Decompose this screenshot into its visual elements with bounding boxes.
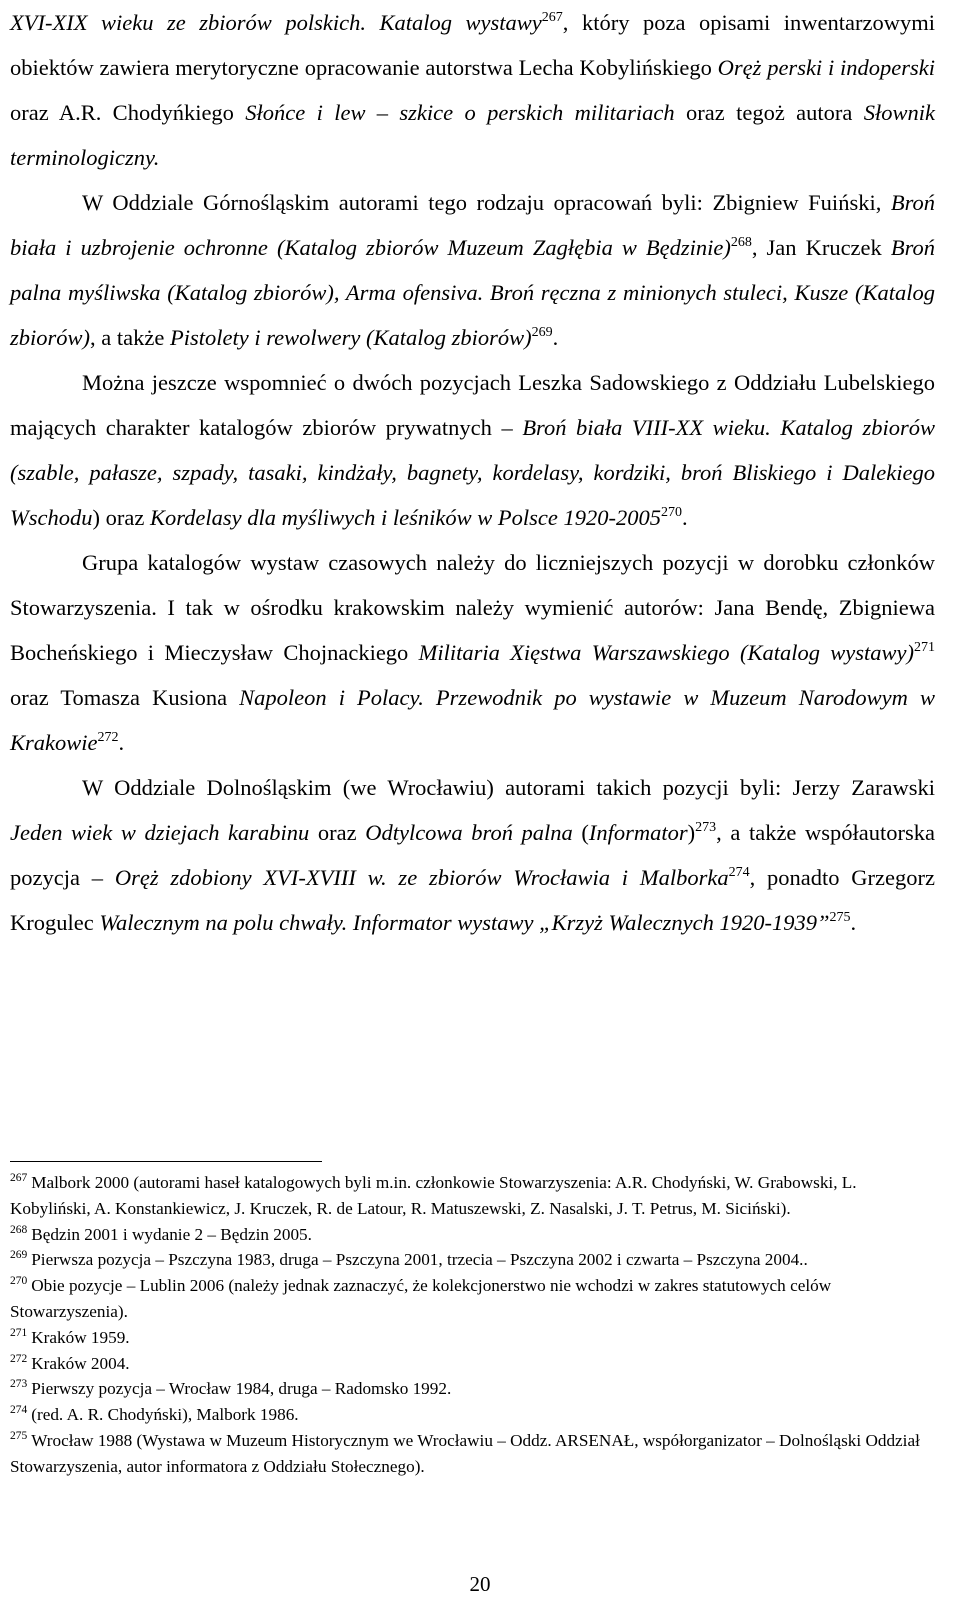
footnote-ref-269[interactable]: 269	[531, 325, 553, 340]
paragraph-2	[10, 180, 935, 360]
text-italic: Napoleon i Polacy. Przewodnik po wystawie w Muzeum Narodowym w Krakowie	[10, 685, 935, 755]
text: oraz tegoż autora	[674, 100, 864, 125]
footnote-ref-273[interactable]: 273	[695, 820, 717, 835]
text-italic: Informator	[588, 820, 688, 845]
main-text	[10, 0, 935, 945]
footnote-number: 274	[10, 1404, 28, 1417]
text: , a także	[90, 325, 170, 350]
text-italic: Broń biała VIII-XX wieku. Katalog zbiorów (szable, pałasze, szpady, tasaki, kindżały, bagnety, kordelasy, kordziki, broń Bliskiego i Dalekiego Wschodu	[10, 415, 935, 530]
footnote-270	[10, 1273, 935, 1325]
footnote-ref-271[interactable]: 271	[914, 640, 935, 655]
footnote-271	[10, 1325, 935, 1351]
footnote-273	[10, 1376, 935, 1402]
text: oraz A.R. Chodyńkiego	[10, 100, 246, 125]
text: , a także współautorska pozycja –	[10, 820, 935, 890]
footnote-ref-272[interactable]: 272	[97, 730, 119, 745]
text: )	[687, 820, 696, 845]
text: , Jan Kruczek	[751, 235, 891, 260]
text-italic: Oręż perski i indoperski	[717, 55, 935, 80]
footnote-text: Będzin 2001 i wydanie 2 – Będzin 2005.	[31, 1224, 312, 1244]
text: , ponadto Grzegorz Krogulec	[10, 865, 935, 935]
footnote-ref-267[interactable]: 267	[541, 10, 563, 25]
text: Grupa katalogów wystaw czasowych należy do liczniejszych pozycji w dorobku członków Stowarzyszenia. I tak w ośrodku krakowskim należy wymienić autorów: Jana Bendę, Zbigniewa Bocheńskiego i Mieczysław Chojnackiego	[10, 550, 935, 665]
footnote-274	[10, 1402, 935, 1428]
footnote-text: Pierwsza pozycja – Pszczyna 1983, druga – Pszczyna 2001, trzecia – Pszczyna 2002 i czwarta – Pszczyna 2004..	[31, 1250, 808, 1270]
text: W Oddziale Dolnośląskim (we Wrocławiu) autorami takich pozycji byli: Jerzy Zarawski	[82, 775, 935, 800]
page-number: 20	[469, 1572, 491, 1596]
text: (	[572, 820, 589, 845]
text-italic: Broń biała i uzbrojenie ochronne (Katalog zbiorów Muzeum Zagłębia w Będzinie)	[10, 190, 935, 260]
text-italic: Militaria Xięstwa Warszawskiego (Katalog wystawy)	[418, 640, 914, 665]
footnote-number: 267	[10, 1172, 28, 1184]
text-italic: Jeden wiek w dziejach karabinu	[10, 820, 310, 845]
footnotes	[10, 1170, 935, 1480]
text-italic: Odtylcowa broń palna	[365, 820, 573, 845]
text-italic: XVI-XIX wieku ze zbiorów polskich. Katalog wystawy	[10, 10, 542, 35]
text-italic: Kordelasy dla myśliwych i leśników w Polsce 1920-2005	[149, 505, 661, 530]
footnote-number: 268	[10, 1223, 28, 1236]
text: Można jeszcze wspomnieć o dwóch pozycjach Leszka Sadowskiego z Oddziału Lubelskiego mających charakter katalogów zbiorów prywatnych –	[10, 370, 935, 440]
paragraph-4	[10, 540, 935, 765]
paragraph-5	[10, 765, 935, 945]
text: .	[552, 325, 559, 350]
text-italic: Oręż zdobiony XVI-XVIII w. ze zbiorów Wrocławia i Malborka	[114, 865, 729, 890]
footnote-ref-274[interactable]: 274	[728, 865, 750, 880]
footnote-268	[10, 1222, 935, 1248]
footnote-267	[10, 1170, 935, 1222]
footnote-ref-275[interactable]: 275	[829, 910, 851, 925]
footnote-text: Malbork 2000 (autorami haseł katalogowych byli m.in. członkowie Stowarzyszenia: A.R. Chodyński, W. Grabowski, L. Kobyliński, A. Konstankiewicz, J. Kruczek, R. de Latour, R. Matuszewski, Z. Nasalski, J. T. Petrus, M. Siciński).	[10, 1173, 857, 1218]
text: .	[681, 505, 688, 530]
text-italic: Słońce i lew – szkice o perskich militariach	[245, 100, 675, 125]
footnote-text: Wrocław 1988 (Wystawa w Muzeum Historycznym we Wrocławiu – Oddz. ARSENAŁ, współorganizator – Dolnośląski Oddział Stowarzyszenia, autor informatora z Oddziału Stołecznego).	[10, 1430, 920, 1476]
footnote-272	[10, 1351, 935, 1377]
footnote-number: 270	[10, 1275, 28, 1288]
footnote-number: 272	[10, 1352, 28, 1365]
text: ) oraz	[92, 505, 150, 530]
footnote-text: Obie pozycje – Lublin 2006 (należy jednak zaznaczyć, że kolekcjonerstwo nie wchodzi w zakres statutowych celów Stowarzyszenia).	[10, 1276, 832, 1321]
text-italic: Pistolety i rewolwery (Katalog zbiorów)	[169, 325, 532, 350]
footnote-text: Kraków 1959.	[31, 1327, 130, 1347]
footnote-ref-270[interactable]: 270	[660, 505, 682, 520]
paragraph-1	[10, 0, 935, 180]
footnote-number: 271	[10, 1326, 28, 1339]
text: .	[850, 910, 857, 935]
text: oraz	[309, 820, 366, 845]
footnote-number: 269	[10, 1249, 28, 1262]
text-italic: Broń palna myśliwska (Katalog zbiorów), Arma ofensiva. Broń ręczna z minionych stuleci, Kusze (Katalog zbiorów)	[10, 235, 935, 350]
paragraph-3	[10, 360, 935, 540]
text: W Oddziale Górnośląskim autorami tego rodzaju opracowań byli: Zbigniew Fuiński,	[82, 190, 891, 215]
footnote-number: 273	[10, 1378, 28, 1391]
footnote-number: 275	[10, 1429, 28, 1442]
text: oraz Tomasza Kusiona	[10, 685, 240, 710]
footnote-text: Kraków 2004.	[31, 1353, 130, 1373]
footnote-text: Pierwszy pozycja – Wrocław 1984, druga – Radomsko 1992.	[31, 1379, 452, 1399]
footnote-275	[10, 1428, 935, 1480]
text-italic: Walecznym na polu chwały. Informator wystawy „Krzyż Walecznych 1920-1939”	[99, 910, 830, 935]
footnote-269	[10, 1247, 935, 1273]
text: .	[118, 730, 125, 755]
footnote-text: (red. A. R. Chodyński), Malbork 1986.	[31, 1405, 299, 1425]
footnote-separator	[10, 1161, 322, 1162]
footnote-ref-268[interactable]: 268	[730, 235, 752, 250]
text: , który poza opisami inwentarzowymi obiektów zawiera merytoryczne opracowanie autorstwa Lecha Kobylińskiego	[10, 10, 935, 80]
text-italic: Słownik terminologiczny.	[10, 100, 935, 170]
